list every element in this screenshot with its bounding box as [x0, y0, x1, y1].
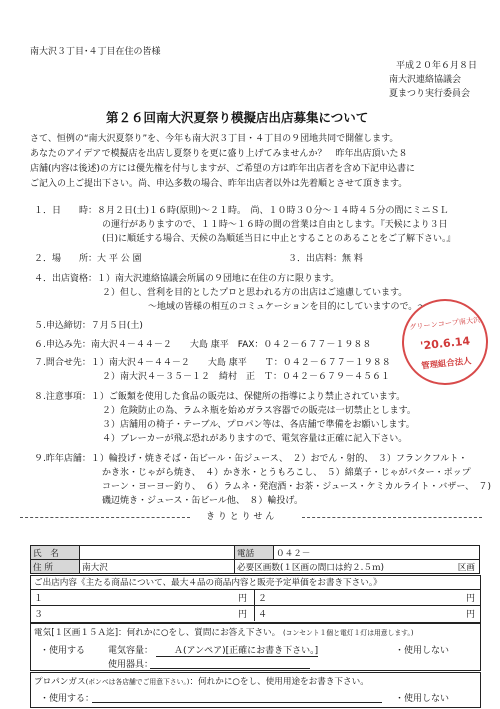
- propane-use-field[interactable]: [92, 702, 382, 703]
- intro-line: さて、恒例の“南大沢夏祭り”を、今年も南大沢３丁目・４丁目の９団地共同で開催します。: [30, 134, 399, 144]
- product-row-3-no: ３: [34, 610, 44, 620]
- electricity-title-text: 電気[１区画１５Ａ迄]：何れかに○をし、質問にお答え下さい。: [34, 628, 281, 638]
- electricity-use-option[interactable]: ・使用する: [40, 646, 86, 656]
- item-last-year-cont: コーン・ヨーヨー釣り、 ６）ラムネ・発泡酒・お茶・ジュース・ケミカルライト・バザー、 ７): [102, 482, 491, 492]
- electricity-capacity-label: 電気容量：: [108, 646, 154, 656]
- intro-line: ご記入の上ご提出下さい。尚、申込多数の場合、昨年出店者以外は先着順とさせて頂きます。: [30, 179, 408, 189]
- stamp-org-type: 管理組合法人: [420, 355, 472, 371]
- stamp-date: '20.6.14: [419, 334, 471, 353]
- product-row-2-no: ２: [258, 594, 268, 604]
- propane-not-use-option[interactable]: ・使用しない: [395, 694, 450, 704]
- cut-line-right: [302, 517, 482, 518]
- item-place: ２．場 所：大 平 公 園: [34, 254, 142, 264]
- content-row-divider: [30, 605, 480, 606]
- name-label: 氏 名: [31, 546, 80, 560]
- issue-date: 平成２０年６月８日: [396, 61, 478, 71]
- area-unit: 区画: [457, 563, 475, 573]
- application-form: [30, 545, 480, 574]
- item-contact-cont: ２）南大沢４－３５－１２ 綺村 正 Ｔ：０４２－６７９－４５６１: [102, 372, 391, 382]
- item-notes: ８.注意事項：１）ご飯類を使用した食品の販売は、保健所の指導により禁止されています。: [34, 392, 406, 402]
- product-row-4-no: ４: [258, 610, 268, 620]
- product-row-3-unit: 円: [238, 610, 248, 620]
- item-last-year-cont: 磯辺焼き・ジュース・缶ビール他、 ８）輪投げ。: [102, 496, 303, 506]
- address-label: 住 所: [31, 560, 80, 574]
- electricity-capacity-field[interactable]: [156, 643, 318, 657]
- equipment-field[interactable]: [150, 668, 310, 669]
- address-field[interactable]: 南大沢: [80, 560, 235, 574]
- equipment-label: 使用器具：: [108, 660, 154, 670]
- propane-title-text-2: ：何れかに○をし、使用用途をお書き下さい。: [189, 677, 369, 687]
- intro-line: あなたのアイデアで模擬店を出店し夏祭りを更に盛り上げてみませんか？ 昨年出店頂いた８: [30, 149, 408, 159]
- propane-note: (ボンベは各店舗でご用意下さい。): [85, 678, 190, 686]
- content-row-divider: [30, 589, 480, 590]
- product-row-1-unit: 円: [238, 594, 248, 604]
- item-date-time-cont: (日)に順延する場合、天候の為順延当日に中止とすることのあることをご了解下さい。』: [102, 234, 456, 244]
- item-date-time-cont: の運行がありますので、１１時～１６時の間の営業は自由とします。『天候により３日: [102, 220, 448, 230]
- item-apply-to: ６.申込み先：南大沢４－４４－２ 大島 康平 FAX：０４２－６７７－１９８８: [34, 340, 372, 350]
- intro-line: 店舗(内容は後述)の方には優先権を付与しますが、ご希望の方は昨年出店者を含め下記申込書に: [30, 164, 416, 174]
- phone-label: 電話: [235, 546, 274, 560]
- phone-field[interactable]: ０４２－: [274, 546, 480, 560]
- item-date-time: １．日 時：８月２日(土)１６時(原則)～２１時。 尚、１０時３０分～１４時４５分の間にミニＳＬ: [34, 206, 449, 216]
- item-fee: ３．出店料：無 料: [288, 254, 363, 264]
- propane-title: [34, 675, 369, 687]
- product-row-2-unit: 円: [466, 594, 476, 604]
- cut-line-left: [20, 517, 190, 518]
- item-notes-cont: ４）ブレーカーが飛ぶ恐れがありますので、電気容量は正確に記入下さい。: [102, 434, 408, 444]
- item-notes-cont: ２）危険防止の為、ラムネ瓶を始めガラス容器での販売は一切禁止とします。: [102, 406, 416, 416]
- propane-title-text: プロパンガス: [34, 677, 86, 687]
- area-count-field[interactable]: [235, 560, 480, 574]
- area-count-label: 必要区画数(１区画の間口は約２.５ｍ): [237, 562, 384, 573]
- item-last-year: ９.昨年店舗：１）輪投げ・焼きそば・缶ビール・缶ジュース、 ２）おでん・射的、 ３）フランクフルト・: [34, 454, 468, 464]
- product-row-1-no: １: [34, 594, 44, 604]
- propane-use-option[interactable]: ・使用する：: [40, 694, 95, 704]
- cut-line-label: き り と り せ ん: [206, 512, 275, 522]
- item-eligibility-cont: ２）但し、営利を目的としたプロと思われる方の出店はご遠慮しています。: [102, 288, 408, 298]
- item-deadline: ５.申込締切：７月５日(土): [34, 321, 143, 331]
- electricity-note: (コンセント１個と電灯１灯は用意します。): [282, 629, 414, 637]
- item-contact: ７.問合せ先：１）南大沢４－４４－２ 大島 康平 Ｔ：０４２－６７７－１９８８: [34, 358, 391, 368]
- item-eligibility: ４．出店資格：１）南大沢連絡協議会所属の９団地に在住の方に限ります。: [34, 274, 340, 284]
- addressee: 南大沢３丁目･４丁目在住の皆様: [30, 47, 161, 57]
- item-eligibility-cont: ～地域の皆様の相互のコミュケーションを目的にしていますので。～: [148, 302, 427, 312]
- product-row-4-unit: 円: [466, 610, 476, 620]
- content-col-divider: [254, 589, 255, 621]
- page-title: 第２６回南大沢夏祭り模擬店出店募集について: [106, 110, 369, 125]
- item-notes-cont: ３）店舗用の椅子・テーブル、プロパン等は、各店舗で準備をお願いします。: [102, 420, 415, 430]
- electricity-not-use-option[interactable]: ・使用しない: [395, 646, 450, 656]
- item-last-year-cont: かき氷・じゃがら焼き、 ４）かき氷・とうもろこし、 ５）綿菓子・じゃがバター・ポップ: [102, 468, 471, 478]
- shop-content-label: ご出店内容《主たる商品について、最大４品の商品内容と販売予定単価をお書き下さい。》: [34, 578, 382, 588]
- electricity-title: [34, 626, 413, 638]
- electricity-capacity-unit: Ａ(アンペア)[正確にお書き下さい。]: [174, 646, 319, 656]
- name-field[interactable]: [80, 546, 235, 560]
- stamp-org: グリーンコープ南大沢: [408, 315, 481, 332]
- organizer-1: 南大沢連絡協議会: [389, 75, 462, 85]
- organizer-2: 夏まつり実行委員会: [389, 89, 471, 99]
